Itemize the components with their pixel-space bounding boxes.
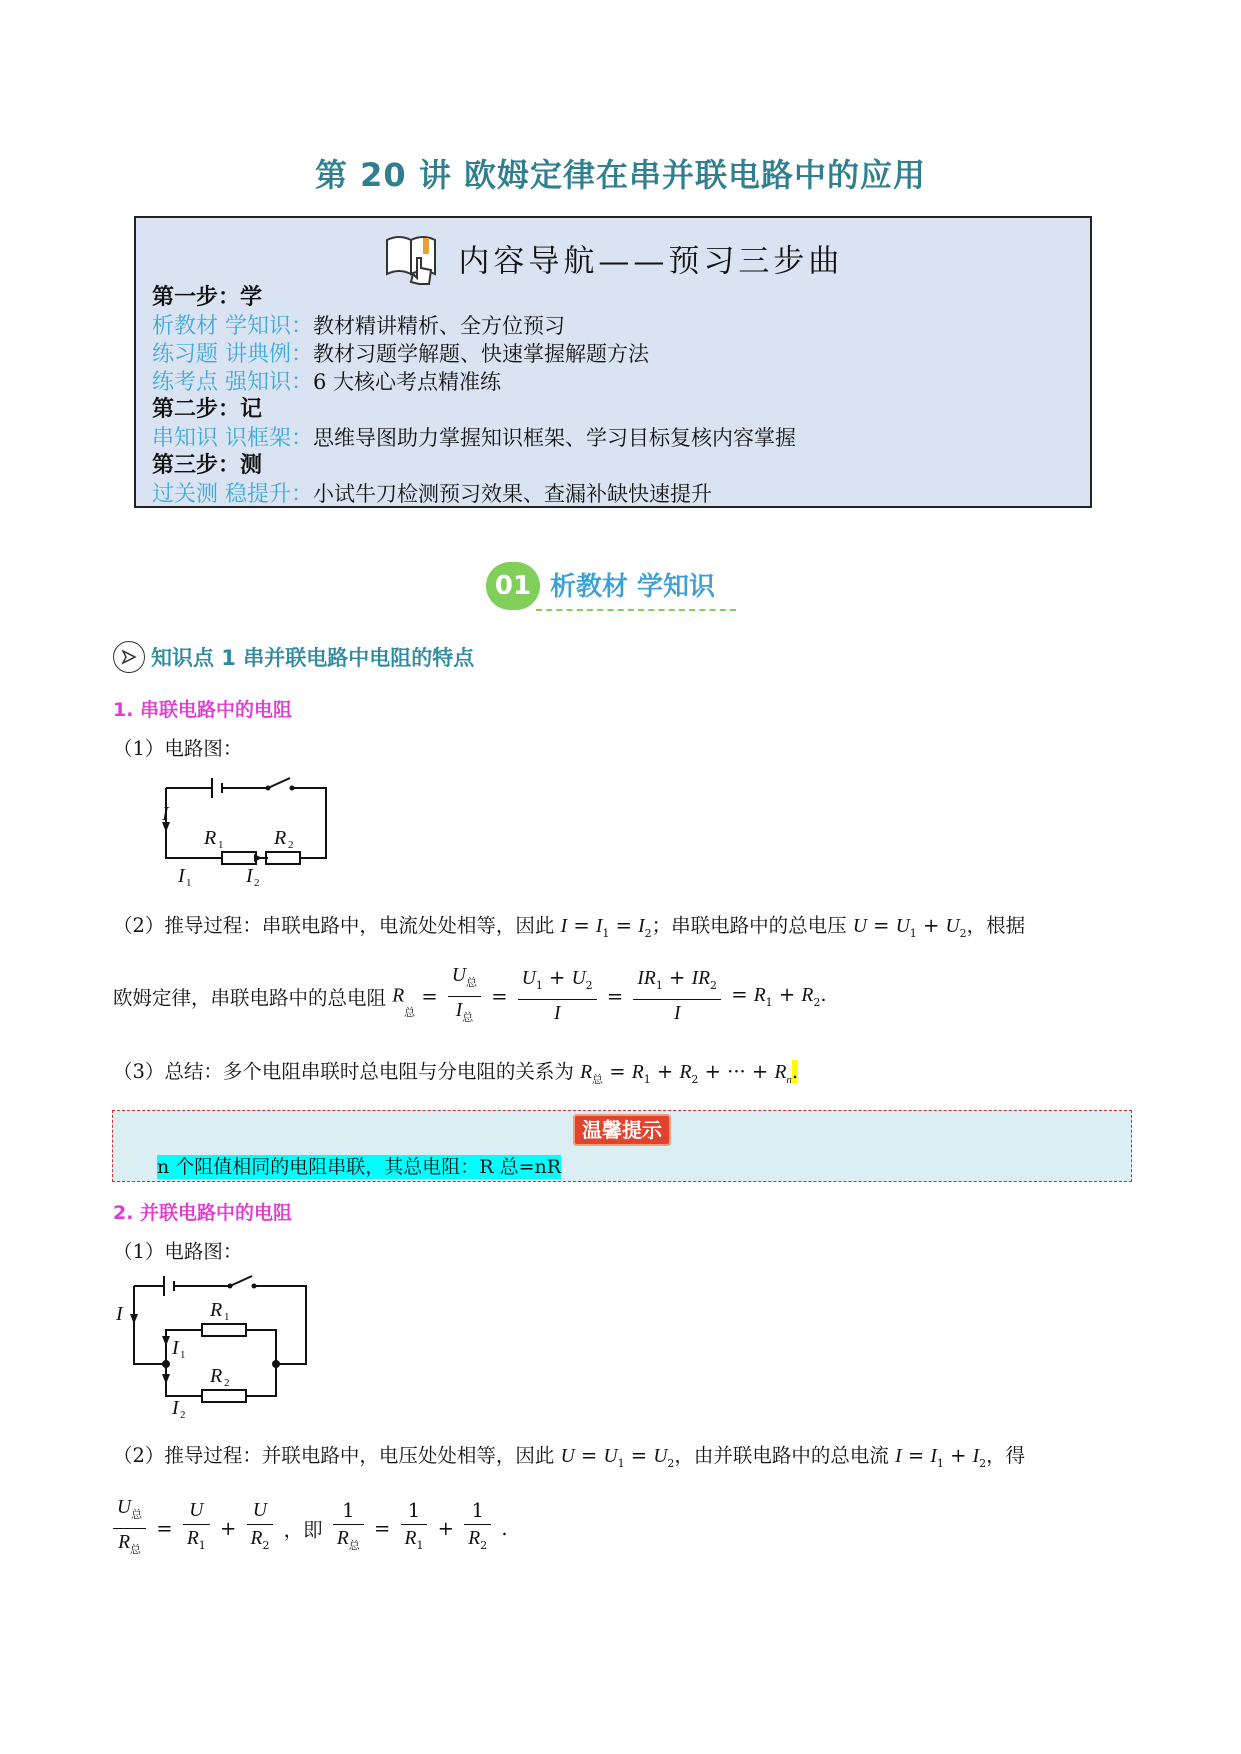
section-underline [536, 609, 736, 611]
section-number-badge: 01 [486, 562, 540, 610]
svg-text:I: I [116, 1303, 123, 1325]
fraction-u1u2-over-i: $\frac{U_1 + U_2}{I}$ [518, 965, 597, 1027]
nav-row-3: 练考点 强知识：6 大核心考点精准练 [152, 370, 502, 395]
parallel-current-formula: I [895, 1446, 902, 1467]
series-voltage-formula: U [852, 916, 867, 937]
svg-text:I: I [178, 865, 185, 887]
series-circuit-diagram [150, 770, 340, 890]
nav-row-2: 练习题 讲典例：教材习题学解题、快速掌握解题方法 [152, 342, 649, 367]
warm-tip-text: n 个阻值相同的电阻串联，其总电阻：R 总=nR [157, 1156, 562, 1178]
nav-row-4: 串知识 识框架：思维导图助力掌握知识框架、学习目标复核内容掌握 [152, 426, 796, 451]
section-title: 析教材 学知识 [550, 572, 716, 602]
svg-text:1: 1 [186, 877, 192, 889]
svg-text:2: 2 [180, 1409, 186, 1418]
fraction-utotal-over-rtotal: $\frac{U_总}{R_总}$ [113, 1494, 146, 1563]
parallel-derivation: （2）推导过程：并联电路中，电压处处相等，因此 $U = U_1 = U_2$，由并联电路中的总电流 $I = I_1 + I_2$，得 [113, 1444, 1026, 1470]
nav-row-5: 过关测 稳提升：小试牛刀检测预习效果、查漏补缺快速提升 [152, 482, 712, 507]
svg-text:2: 2 [224, 1377, 230, 1389]
arrow-circle-icon [113, 641, 145, 673]
svg-text:R: R [210, 1365, 223, 1387]
svg-text:I: I [172, 1397, 179, 1418]
parallel-derivation-line2: $\frac{U_总}{R_总}$ = $\frac{U}{R_1}$ + $\frac{U}{R_2}$ ，即 $\frac{1}{R_总}$ = $\frac{1}{R_1}$ + $\frac{1}{R_2}$ . [113, 1494, 508, 1563]
svg-text:I: I [172, 1337, 179, 1359]
content-navigation-box [134, 216, 1092, 508]
series-heading: 1. 串联电路中的电阻 [113, 699, 293, 721]
nav-step-2: 第二步：记 [152, 397, 263, 422]
svg-text:I: I [246, 865, 253, 887]
series-derivation: （2）推导过程：串联电路中，电流处处相等，因此 $I = I_1 = I_2$；串联电路中的总电压 $U = U_1 + U_2$，根据 [113, 914, 1026, 940]
series-diagram-label: （1）电路图： [113, 737, 243, 760]
series-current-formula: I [560, 916, 568, 937]
svg-text:1: 1 [180, 1349, 186, 1361]
svg-text:R: R [204, 827, 217, 849]
nav-row-1: 析教材 学知识：教材精讲精析、全方位预习 [152, 314, 565, 339]
svg-text:2: 2 [288, 839, 294, 851]
page-title: 第 20 讲 欧姆定律在串并联电路中的应用 [315, 156, 926, 194]
parallel-diagram-label: （1）电路图： [113, 1240, 243, 1263]
svg-text:R: R [210, 1299, 223, 1321]
fraction-u-over-i: $\frac{U_总}{I_总}$ [448, 962, 481, 1031]
series-summary: （3）总结：多个电阻串联时总电阻与分电阻的关系为 $R_总 = R_1 + R_2$ + ··· + $R_n$. [113, 1060, 799, 1086]
svg-text:2: 2 [254, 877, 260, 889]
fraction-ir-over-i: $\frac{IR_1 + IR_2}{I}$ [633, 965, 721, 1027]
series-derivation-line2: 欧姆定律，串联电路中的总电阻 $R_总$ = $\frac{U_总}{I_总}$ = $\frac{U_1 + U_2}{I}$ = $\frac{IR_1 + IR_2}{I}$ = $R_1 + R_2$. [113, 962, 827, 1031]
fraction-one-over-rtotal: $\frac{1}{R_总}$ [333, 1498, 364, 1559]
warm-tip-badge: 温馨提示 [573, 1114, 671, 1146]
parallel-circuit-diagram [112, 1268, 322, 1418]
parallel-voltage-formula: U [560, 1446, 575, 1467]
svg-text:I: I [162, 803, 169, 825]
nav-step-1: 第一步：学 [152, 285, 263, 310]
warm-tip-box [112, 1110, 1132, 1182]
svg-text:1: 1 [224, 1311, 230, 1323]
nav-step-3: 第三步：测 [152, 453, 263, 478]
parallel-heading: 2. 并联电路中的电阻 [113, 1202, 293, 1224]
nav-header: 内容导航——预习三步曲 [136, 230, 1090, 286]
svg-text:R: R [274, 827, 287, 849]
svg-text:1: 1 [218, 839, 224, 851]
book-pointer-icon [383, 230, 445, 286]
